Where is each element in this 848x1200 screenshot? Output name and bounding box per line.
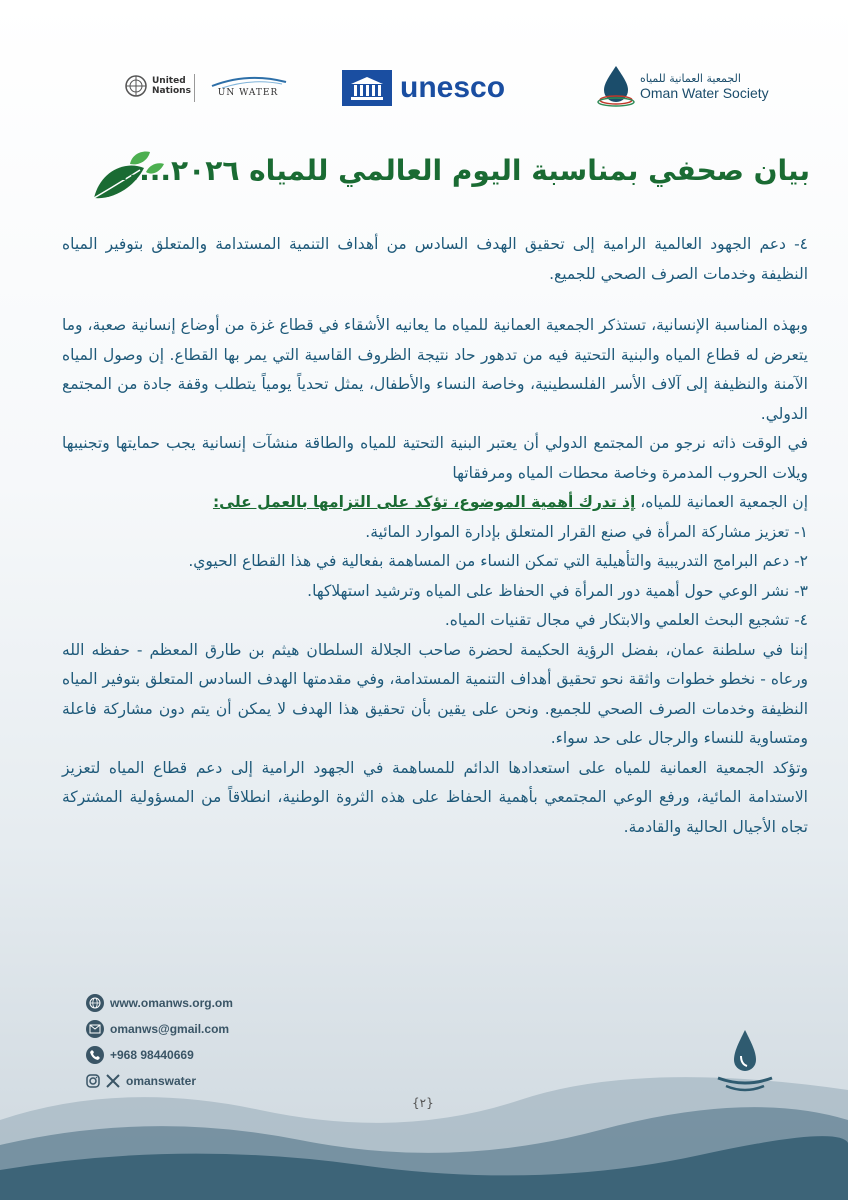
- un-emblem-icon: [124, 74, 148, 98]
- list-item-3: ٣- نشر الوعي حول أهمية دور المرأة في الحفاظ على المياه وترشيد استهلاكها.: [307, 581, 808, 600]
- phone-icon: [86, 1046, 104, 1064]
- paragraph-commitment: [62, 488, 808, 518]
- page-title: بيان صحفي بمناسبة اليوم العالمي للمياه ٢٠٢٦.....: [117, 154, 810, 187]
- website-contact[interactable]: [86, 990, 233, 1016]
- paragraph-goal-six: ٤- دعم الجهود العالمية الرامية إلى تحقيق الهدف السادس من أهداف التنمية المستدامة والمتعلق بتوفير المياه النظيفة وخدمات الصرف الصحي للجميع.: [62, 235, 808, 283]
- oman-water-society-logo: [596, 64, 769, 108]
- unesco-temple-icon: [342, 70, 392, 106]
- paragraph-gaza: وبهذه المناسبة الإنسانية، تستذكر الجمعية العمانية للمياه ما يعانيه الأشقاء في قطاع غزة من أوضاع إنسانية صعبة، وما يتعرض له قطاع المياه والبنية التحتية فيه من تدهور حاد نتيجة الظروف القاسية التي يمر بها القطاع. إن وصول المياه الآمنة والنظيفة إلى آلاف الأسر الفلسطينية، وخاصة النساء والأطفال، يمثل تحدياً يومياً يتطلب وقفة جادة من المجتمع الدولي.: [62, 316, 808, 423]
- commitment-highlight: إذ تدرك أهمية الموضوع، تؤكد على التزامها بالعمل على:: [212, 493, 636, 511]
- social-handle: omanswater: [126, 1074, 197, 1088]
- list-item-2: ٢- دعم البرامج التدريبية والتأهيلية التي تمكن النساء من المساهمة بفعالية في هذا القطاع الحيوي.: [188, 552, 808, 570]
- footer-contacts: [86, 990, 233, 1094]
- paragraph-closing: وتؤكد الجمعية العمانية للمياه على استعدادها الدائم للمساهمة في الجهود الرامية إلى دعم قطاع المياه لتعزيز الاستدامة المائية، ورفع الوعي المجتمعي بأهمية الحفاظ على هذه الثروة الوطنية، انطلاقاً من المسؤولية المشتركة تجاه الأجيال الحالية والقادمة.: [62, 758, 808, 836]
- phone-contact[interactable]: [86, 1042, 233, 1068]
- paragraph-infrastructure: في الوقت ذاته نرجو من المجتمع الدولي أن يعتبر البنية التحتية للمياه والطاقة منشآت إنسانية يجب حمايتها وتجنيبها ويلات الحروب المدمرة وخاصة محطات المياه ومرفقاتها: [62, 434, 808, 482]
- water-drop-ripple-icon: [712, 1026, 778, 1096]
- email-contact[interactable]: [86, 1016, 233, 1042]
- commitment-intro: إن الجمعية العمانية للمياه،: [635, 493, 808, 511]
- globe-icon: [86, 994, 104, 1012]
- water-drop-icon: [596, 64, 636, 108]
- unwater-text: UN WATER: [217, 88, 279, 98]
- email-text: omanws@gmail.com: [110, 1022, 230, 1036]
- paragraph-oman-vision: إننا في سلطنة عمان، بفضل الرؤية الحكيمة لحضرة صاحب الجلالة السلطان هيثم بن طارق المعظم - حفظه الله ورعاه - نخطو خطوات واثقة نحو تحقيق أهداف التنمية المستدامة، وفي مقدمتها الهدف السادس المتعلق بتوفير المياه النظيفة وخدمات الصرف الصحي للجميع. ونحن على يقين بأن تحقيق هذا الهدف لا يمكن أن يتم دون مشاركة فاعلة ومتساوية للنساء والرجال على حد سواء.: [62, 640, 808, 747]
- title-row: [90, 148, 810, 208]
- website-text: www.omanws.org.om: [110, 996, 233, 1010]
- ows-english-name: Oman Water Society: [640, 84, 769, 101]
- header-logos: [0, 60, 848, 120]
- list-item-1: ١- تعزيز مشاركة المرأة في صنع القرار المتعلق بإدارة الموارد المائية.: [365, 522, 808, 541]
- list-item-4: ٤- تشجيع البحث العلمي والابتكار في مجال تقنيات المياه.: [444, 611, 808, 629]
- press-release-body: [62, 230, 808, 842]
- x-twitter-icon[interactable]: [106, 1074, 120, 1088]
- mail-icon: [86, 1020, 104, 1038]
- un-line2: Nations: [152, 86, 191, 96]
- page-number: {٢}: [412, 1096, 434, 1110]
- social-contact: [86, 1068, 233, 1094]
- logo-divider: [194, 74, 195, 102]
- phone-text: +968 98440669: [110, 1048, 194, 1062]
- ows-arabic-name: الجمعية العمانية للمياه: [640, 71, 741, 85]
- unesco-logo: [342, 70, 505, 106]
- united-nations-logo: [124, 74, 191, 98]
- unesco-wordmark: unesco: [400, 71, 506, 104]
- un-line1: United: [152, 76, 186, 86]
- instagram-icon[interactable]: [86, 1074, 100, 1088]
